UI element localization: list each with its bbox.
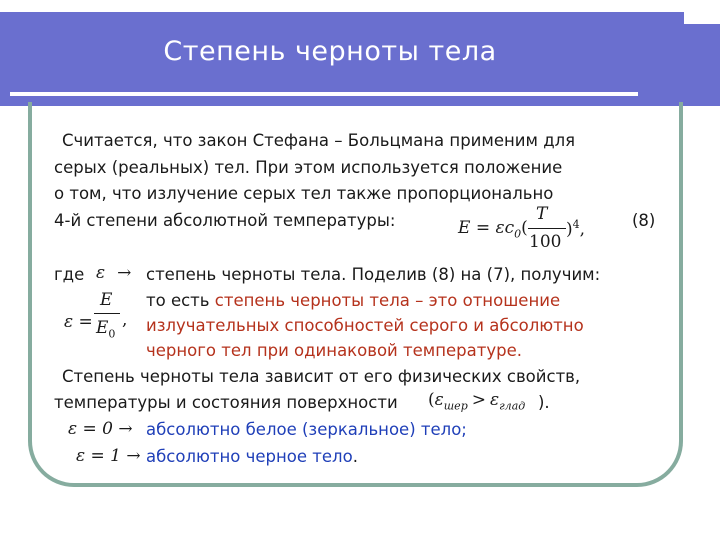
paragraph-line-2: серых (реальных) тел. При этом используется положение (54, 158, 563, 177)
paragraph-line-1: Считается, что закон Стефана – Больцмана применим для (62, 131, 576, 150)
roughness-formula: ($\varepsilon_{шер} > \varepsilon_{глад}$ (428, 390, 526, 413)
case-white-formula: ε = 0 → (68, 419, 133, 439)
paragraph2-tail: ). (538, 393, 550, 412)
fraction-bar (528, 228, 566, 229)
where-label: где (54, 265, 85, 284)
formula-lhs: $E = \varepsilon c_0$( (458, 218, 528, 241)
formula-denominator: 100 (529, 232, 562, 252)
where-line-1: степень черноты тела. Поделив (8) на (7), получим: (146, 265, 601, 284)
paragraph-line-3: о том, что излучение серых тел также пропорционально (54, 184, 554, 203)
paragraph2-line-2: температуры и состояния поверхности (54, 393, 398, 412)
case-black-line: абсолютно черное тело. (146, 447, 358, 466)
title-underline (10, 92, 638, 96)
equation-number: (8) (632, 211, 656, 230)
ratio-denominator: $E_0$ (96, 318, 116, 341)
definition-line-2: излучательных способностей серого и абсолютно (146, 316, 584, 335)
title-bar-notch (684, 12, 720, 24)
formula-numerator: T (536, 204, 548, 224)
case-white-text: абсолютно белое (зеркальное) тело; (146, 420, 467, 439)
ratio-numerator: E (100, 290, 113, 310)
slide-title: Степень черноты тела (163, 36, 497, 67)
formula-close: )$^4$, (566, 218, 586, 240)
epsilon-symbol: ε → (96, 263, 132, 283)
definition-line-3: черного тел при одинаковой температуре. (146, 341, 523, 360)
paragraph2-line-1: Степень черноты тела зависит от его физических свойств, (62, 367, 581, 386)
where-line-2: то есть степень черноты тела – это отношение (146, 291, 561, 310)
paragraph-line-4: 4-й степени абсолютной температуры: (54, 211, 396, 230)
ratio-tail: , (122, 310, 128, 330)
ratio-lhs: ε = (64, 312, 93, 332)
case-black-formula: ε = 1 → (76, 446, 141, 466)
ratio-fraction-bar (94, 313, 120, 314)
